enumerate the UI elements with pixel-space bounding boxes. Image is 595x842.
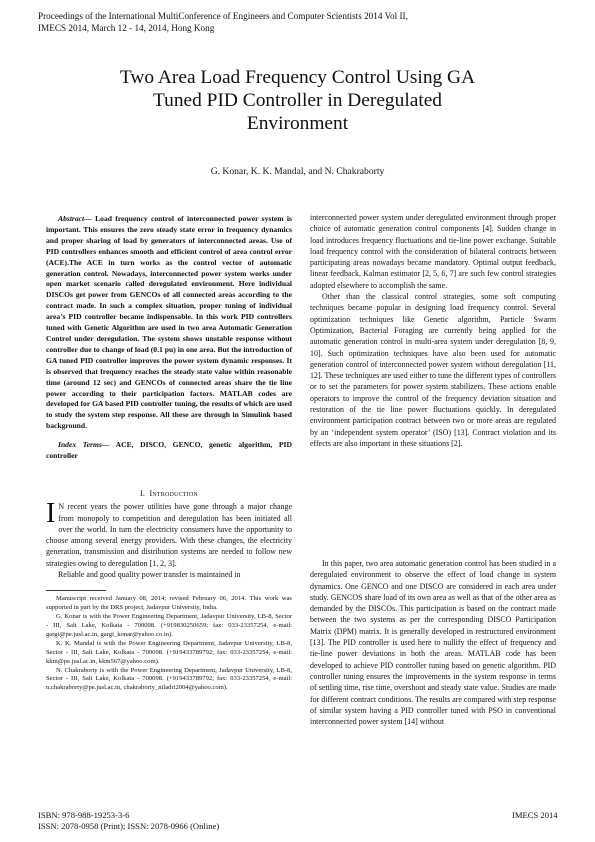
header-line-2: IMECS 2014, March 12 - 14, 2014, Hong Kong	[38, 23, 215, 33]
drop-cap: I	[46, 498, 56, 530]
section-title: Introduction	[149, 488, 198, 498]
abstract-lead: Abstract—	[58, 214, 92, 223]
section-numeral: I.	[140, 488, 146, 498]
left-column	[46, 214, 292, 693]
footer-isbn: ISBN: 978-988-19253-3-6	[38, 810, 130, 820]
section-heading	[46, 488, 292, 499]
footnote-author-1: G. Konar is with the Power Engineering Department, Jadavpur University, LB-8, Sector - III, Salt Lake, Kolkata - 700098. (+919830250659; fax: 033-23357254, e-mail: gargi@pe.jusl.ac.in, gargi_konar@yahoo.co.in).	[46, 613, 292, 638]
footnote-manuscript: Manuscript received January 08, 2014; revised February 06, 2014. This work was supported in part by the DRS project, Jadavpur University, India.	[46, 595, 292, 612]
index-terms	[46, 440, 292, 462]
intro-paragraph-1	[46, 498, 292, 569]
running-header	[38, 10, 558, 34]
intro-paragraph-1-text: N recent years the power utilities have gone through a major change from monopoly to competition and deregulation has been initiated all over the world. In turn the electricity consumers have the opportunity to choose among several energy providers. With these changes, the electricity generation, transmission and distribution systems are needed to follow new strategies owing to deregulation [1, 2, 3].	[46, 502, 292, 568]
intro-paragraph-2: Reliable and good quality power transfer is maintained in	[58, 570, 241, 580]
index-terms-text: ACE, DISCO, GENCO, genetic algorithm, PID controller	[46, 440, 292, 461]
footer-issn: ISSN: 2078-0958 (Print); ISSN: 2078-0966 (Online)	[38, 821, 220, 831]
right-paragraph-2: Other than the classical control strategies, some soft computing techniques became popular in designing load frequency control. Several optimization techniques like Genetic algorithm, Particle Swarm Optimization, Bacterial Foraging are currently being applied for the automatic generation control in multi-area system under deregulation [8, 9, 10]. Such optimization techniques have also been used for automatic generation control of interconnected power system without deregulation [11, 12]. These techniques are used either to tune the different types of controllers or to set the parameters for power system stabilizers. These actions enable operators to improve the control of the frequency deviation situation and restoration of the tie line power fluctuations quickly. In deregulated environment participation contract between two or more areas are regulated by an ‘independent system operator’ (ISO) [13]. Contract violation and its effects are also important in these situations [2].	[310, 292, 556, 448]
footer-identifiers	[38, 810, 219, 832]
index-terms-lead: Index Terms—	[58, 440, 110, 450]
footnote-author-3: N. Chakraborty is with the Power Engineering Department, Jadavpur University, LB-8, Sector - III, Salt Lake, Kolkata - 700098. (+919433789792; fax: 033-23357254, e-mail: n.chakraborty@pe.jusl.ac.in, chakraborty_niladri2004@yahoo.com).	[46, 666, 292, 692]
right-paragraph-3: In this paper, two area automatic generation control has been studied in a deregulated environment to observe the effect of load change in system dynamics. One GENCO and one DISCO are considered in each area under study. GENCOS share load of its own area as well as that of the other area as demanded by the DISCOs. This participation is based on the contract made between the two systems as per the corresponding DISCO Participation Matrix (DPM) matrix. It is generally developed in restructured environment [13]. The PID controller is used here to nullify the effect of frequency and tie-line power deviations in both the areas. MATLAB code has been developed to achieve PID controller tuning based on genetic algorithm. PID controller tuning ensures the improvements in the system response in terms of settling time, rise time, overshoot and steady state value. Studies are made for different contract conditions. The results are compared with step response of similar system having a PID controller tuned with PSO in conventional interconnected power system [14] without	[310, 559, 556, 727]
footer-conference: IMECS 2014	[512, 810, 558, 820]
header-line-1: Proceedings of the International MultiConference of Engineers and Computer Scientists 2014 Vol II,	[38, 11, 408, 21]
right-column-top	[310, 212, 556, 449]
title-line-2: Tuned PID Controller in Deregulated	[152, 90, 443, 111]
footnote-divider	[46, 590, 106, 591]
right-paragraph-1: interconnected power system under deregulated environment through proper choice of automatic generation control components [4]. Sudden change in load introduces frequency fluctuations and tie-line power exchange. Suitable load frequency control with the consideration of bilateral contracts between participating areas nowadays became mandatory. Optimal output feedback, linear feedback, Kalman estimator [2, 5, 6, 7] are such few control strategies adopted elsewhere to accomplish the same.	[310, 213, 556, 290]
abstract	[46, 214, 292, 432]
paper-title	[40, 66, 555, 135]
author-list: G. Konar, K. K. Mandal, and N. Chakraborty	[210, 166, 385, 177]
abstract-text: Load frequency control of interconnected power system is important. This ensures the zero steady state error in frequency dynamics and proper sharing of load by generators of interconnected areas. Use of PID controllers enhances smooth and efficient control of area control error (ACE).The ACE in turn works as the control vector of automatic generation control. Nowadays, interconnected power system works under open market scenario called deregulated environment. Here individual DISCOs get power from GENCOs of all connected areas according to the contract made. In such a complex situation, proper tuning of individual area’s PID controller became indispensable. In this work PID controllers tuned with Genetic Algorithm are used in two area Automatic Generation Control under deregulation. The system shows unstable response without controller due to change of load (0.1 pu) in one area. But the introduction of GA tuned PID controller improves the power system dynamic responses. It is observed that frequency reaches the steady state value within reasonable time (around 12 sec) and GENCOs of connected areas share the tie line power according to their participation factors. MATLAB codes are developed for GA based PID controller tuning, the results of which are used to study the system step response. All these are through in Simulink based background.	[46, 214, 292, 431]
right-column-bottom	[310, 558, 556, 727]
title-line-1: Two Area Load Frequency Control Using GA	[119, 67, 476, 88]
footnote-author-2: K. K. Mandal is with the Power Engineering Department, Jadavpur University, LB-8, Sector - III, Salt Lake, Kolkata - 700098. (+919433789792; fax: 033-23357254, e-mail: kkm@pe.jusl.ac.in, kkm567@yahoo.com).	[46, 639, 292, 665]
title-line-3: Environment	[246, 113, 349, 134]
